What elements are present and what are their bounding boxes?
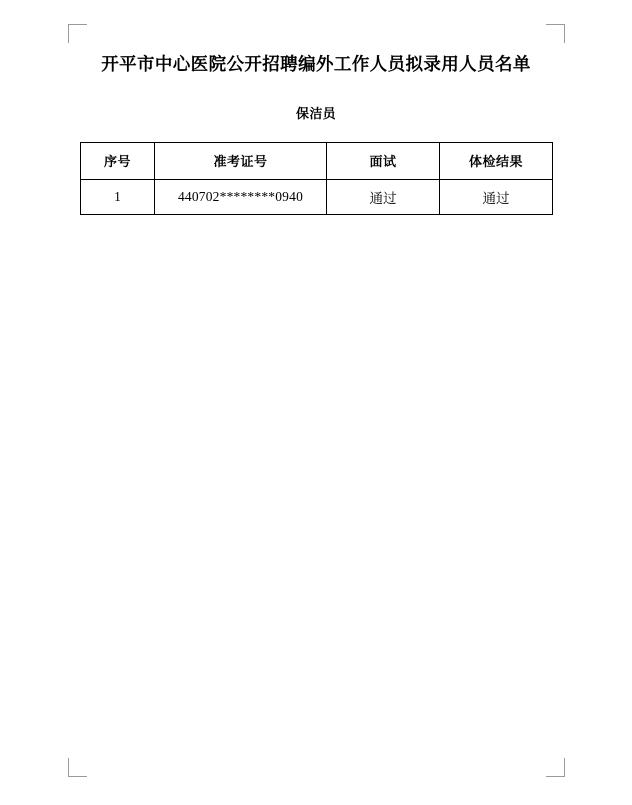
cell-cert: 440702********0940 — [155, 179, 327, 214]
cell-interview: 通过 — [327, 179, 440, 214]
column-header-physical: 体检结果 — [440, 142, 553, 179]
position-subtitle: 保洁员 — [296, 105, 336, 121]
cell-no: 1 — [81, 179, 155, 214]
column-header-no: 序号 — [81, 142, 155, 179]
table-header-row — [81, 142, 553, 179]
column-header-interview: 面试 — [327, 142, 440, 179]
page-title: 开平市中心医院公开招聘编外工作人员拟录用人员名单 — [101, 54, 531, 74]
cell-physical: 通过 — [440, 179, 553, 214]
crop-mark-bottom-right — [546, 758, 565, 777]
column-header-cert: 准考证号 — [155, 142, 327, 179]
roster-table — [80, 142, 553, 215]
document-content — [80, 40, 552, 215]
table-head — [81, 142, 553, 179]
crop-mark-bottom-left — [68, 758, 87, 777]
table-body — [81, 179, 553, 214]
table-row — [81, 179, 553, 214]
